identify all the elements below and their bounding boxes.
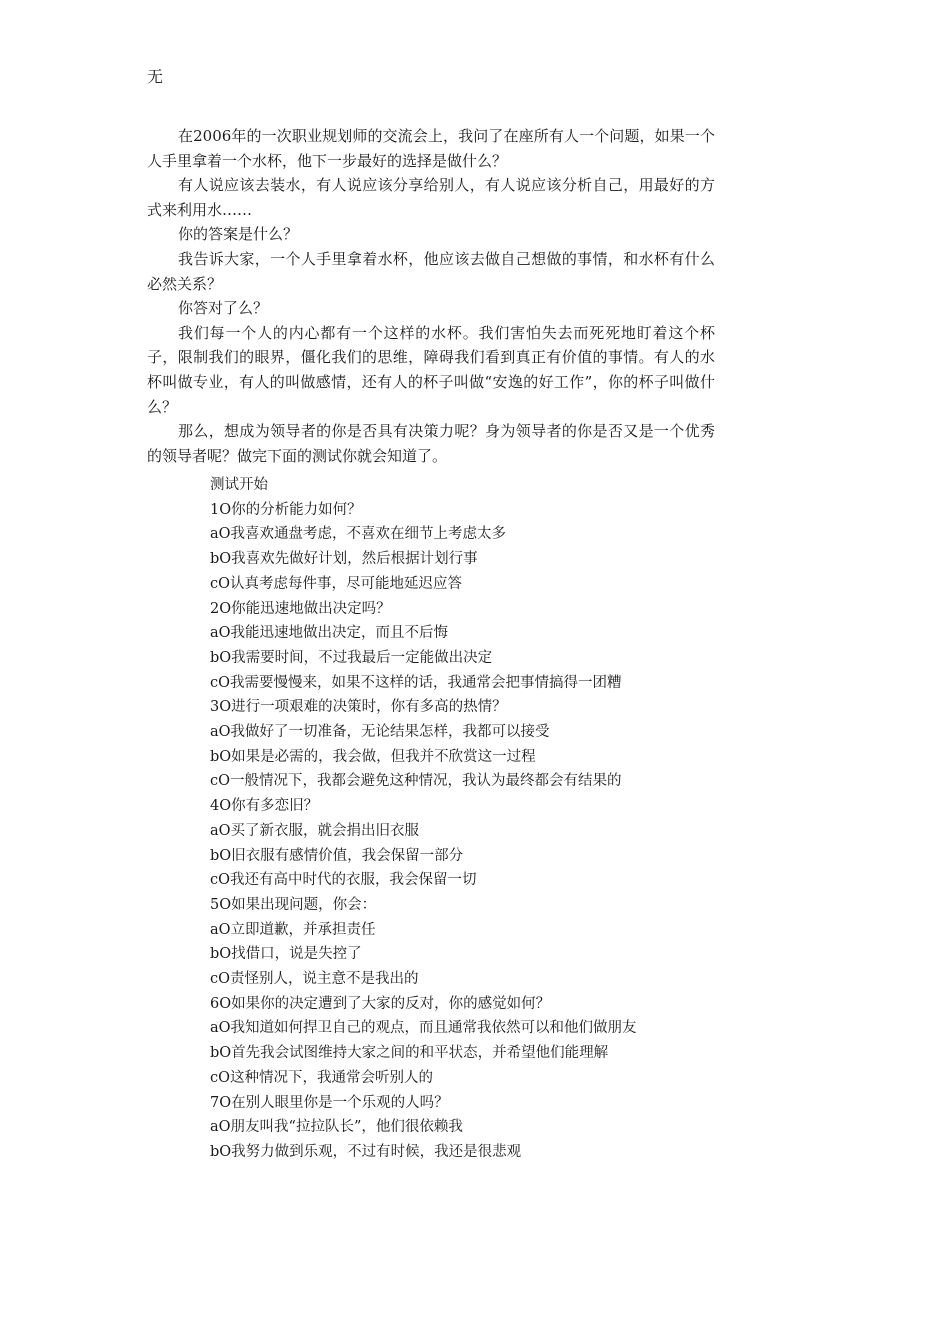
quiz-option: bO我努力做到乐观，不过有时候，我还是很悲观 xyxy=(210,1143,522,1160)
quiz-question: 7O在别人眼里你是一个乐观的人吗？ xyxy=(210,1094,449,1111)
article-body xyxy=(147,124,715,468)
paragraph: 那么，想成为领导者的你是否具有决策力呢？身为领导者的你是否又是一个优秀的领导者呢？做完下面的测试你就会知道了。 xyxy=(147,422,715,465)
quiz-section xyxy=(210,473,730,1165)
quiz-option: bO找借口，说是失控了 xyxy=(210,946,362,963)
quiz-question: 5O如果出现问题，你会： xyxy=(210,896,377,913)
paragraph: 你的答案是什么？ xyxy=(178,225,299,244)
quiz-question: 4O你有多恋旧？ xyxy=(210,798,319,815)
quiz-option: aO朋友叫我“拉拉队长”，他们很依赖我 xyxy=(210,1119,463,1136)
quiz-question: 1O你的分析能力如何？ xyxy=(210,501,362,518)
quiz-option: cO我需要慢慢来，如果不这样的话，我通常会把事情搞得一团糟 xyxy=(210,674,622,691)
paragraph: 我们每一个人的内心都有一个这样的水杯。我们害怕失去而死死地盯着这个杯子，限制我们的眼界，僵化我们的思维，障碍我们看到真正有价值的事情。有人的水杯叫做专业，有人的叫做感情，还有人的杯子叫做“安逸的好工作”，你的杯子叫做什么？ xyxy=(147,323,715,416)
quiz-option: aO我做好了一切准备，无论结果怎样，我都可以接受 xyxy=(210,724,550,741)
quiz-option: aO买了新衣服，就会捐出旧衣服 xyxy=(210,822,420,839)
quiz-option: aO我知道如何捍卫自己的观点，而且通常我依然可以和他们做朋友 xyxy=(210,1020,637,1037)
quiz-question: 3O进行一项艰难的决策时，你有多高的热情？ xyxy=(210,699,507,716)
quiz-option: bO我需要时间，不过我最后一定能做出决定 xyxy=(210,649,493,666)
paragraph: 我告诉大家，一个人手里拿着水杯，他应该去做自己想做的事情，和水杯有什么必然关系？ xyxy=(147,249,715,293)
quiz-option: bO首先我会试图维持大家之间的和平状态，并希望他们能理解 xyxy=(210,1045,609,1062)
quiz-option: aO我能迅速地做出决定，而且不后悔 xyxy=(210,625,449,642)
quiz-question: 6O如果你的决定遭到了大家的反对，你的感觉如何？ xyxy=(210,995,551,1012)
quiz-option: cO认真考虑每件事，尽可能地延迟应答 xyxy=(210,575,463,592)
quiz-option: aO我喜欢通盘考虑，不喜欢在细节上考虑太多 xyxy=(210,526,507,543)
quiz-option: cO责怪别人，说主意不是我出的 xyxy=(210,971,419,988)
quiz-start-label: 测试开始 xyxy=(210,477,268,493)
quiz-question: 2O你能迅速地做出决定吗？ xyxy=(210,600,391,617)
quiz-option: cO一般情况下，我都会避免这种情况，我认为最终都会有结果的 xyxy=(210,773,622,790)
page-header: 无 xyxy=(147,67,164,86)
quiz-option: aO立即道歉，并承担责任 xyxy=(210,921,376,938)
quiz-option: cO我还有高中时代的衣服，我会保留一切 xyxy=(210,872,477,889)
paragraph: 有人说应该去装水，有人说应该分享给别人，有人说应该分析自己，用最好的方式来利用水…… xyxy=(147,176,715,219)
paragraph: 在2006年的一次职业规划师的交流会上，我问了在座所有人一个问题，如果一个人手里拿着一个水杯，他下一步最好的选择是做什么？ xyxy=(147,127,715,170)
quiz-option: bO旧衣服有感情价值，我会保留一部分 xyxy=(210,847,464,864)
quiz-option: bO我喜欢先做好计划，然后根据计划行事 xyxy=(210,551,478,568)
paragraph: 你答对了么？ xyxy=(178,299,269,318)
quiz-option: bO如果是必需的，我会做，但我并不欣赏这一过程 xyxy=(210,748,536,765)
quiz-option: cO这种情况下，我通常会听别人的 xyxy=(210,1069,434,1086)
